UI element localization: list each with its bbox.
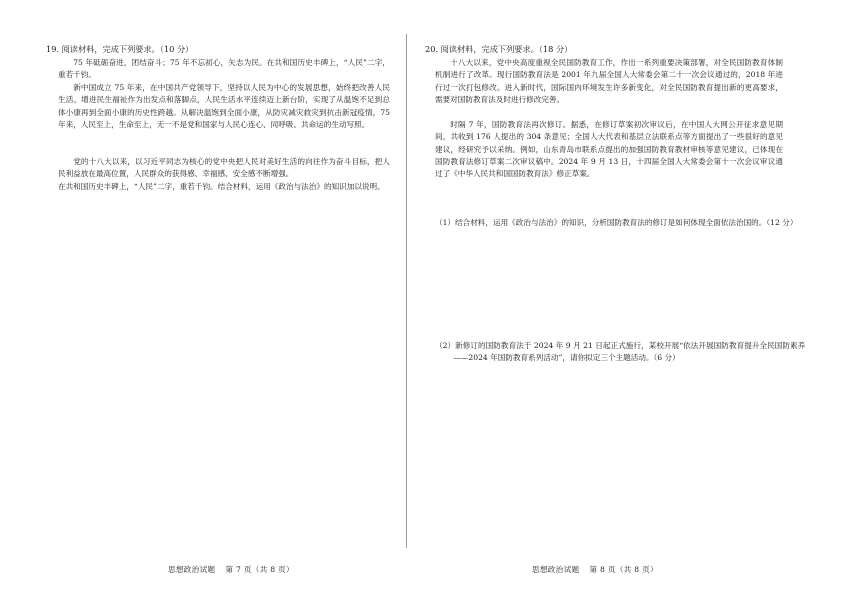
q20-paragraph-1: 十八大以来，党中央高度重视全民国防教育工作，作出一系列重要决策部署，对全民国防教育体制机制进行了改革。现行国防教育法是 2001 年九届全国人大常委会第二十一次会议通过的，2018 年进行过一次打包修改。进入新时代，国际国内环境发生许多新变化，对全民国防教育提出新的更高要求，需要对国防教育法及时进行修改完善。 bbox=[435, 58, 783, 104]
q20-subquestion-2: （2）新修订的国防教育法于 2024 年 9 月 21 日起正式施行，某校开展“依法开展国防教育提升全民国防素养——2024 年国防教育系列活动”，请你拟定三个主题活动。（6 分） bbox=[435, 341, 806, 363]
footer-subject: 思想政治试题 bbox=[168, 565, 216, 574]
exam-page-7 bbox=[0, 0, 412, 608]
footer-page-number: 第 8 页（共 8 页） bbox=[589, 565, 658, 574]
page-7-footer bbox=[168, 564, 294, 575]
q20-paragraph-2: 时隔 7 年，国防教育法再次修订。据悉，在修订草案初次审议后，在中国人大网公开征求意见期间，共收到 176 人提出的 304 条意见；全国人大代表和基层立法联系点等方面提出了一些很好的意见建议，经研究予以采纳。例如，山东青岛市联系点提出的加强国防教育教材审核等意见建议，已体现在国防教育法修订草案二次审议稿中。2024 年 9 月 13 日，十四届全国人大常委会第十一次会议审议通过了《中华人民共和国国防教育法》修正草案。 bbox=[435, 120, 783, 179]
page-divider bbox=[406, 34, 407, 548]
q19-header: 19. 阅读材料，完成下列要求。（10 分） bbox=[46, 44, 194, 54]
page-8-footer bbox=[532, 564, 658, 575]
q19-paragraph-2: 新中国成立 75 年来，在中国共产党领导下，坚持以人民为中心的发展思想，始终把改善人民生活、增进民生福祉作为出发点和落脚点，人民生活水平连续迈上新台阶，实现了从温饱不足到总体小康再到全面小康的历史性跨越。从解决温饱到全面小康，从防灾减灾救灾到抗击新冠疫情，75 年来，人民至上，生命至上，无一不是党和国家与人民心连心、同呼吸、共命运的生动写照。 bbox=[58, 83, 390, 129]
q20-subquestion-1: （1）结合材料，运用《政治与法治》的知识，分析国防教育法的修订是如何体现全面依法治国的。（12 分） bbox=[435, 218, 798, 227]
q19-question: 在共和国历史丰碑上，“人民”二字，重若千钧。结合材料，运用《政治与法治》的知识加以说明。 bbox=[58, 182, 385, 191]
q19-paragraph-1: 75 年砥砺奋进，团结奋斗；75 年不忘初心，矢志为民。在共和国历史丰碑上，“人民”二字，重若千钧。 bbox=[58, 58, 390, 80]
footer-subject: 思想政治试题 bbox=[532, 565, 580, 574]
q19-paragraph-3: 党的十八大以来，以习近平同志为核心的党中央把人民对美好生活的向往作为奋斗目标，把人民利益放在最高位置，人民群众的获得感、幸福感、安全感不断增强。 bbox=[58, 157, 390, 179]
exam-page-8 bbox=[416, 0, 861, 608]
footer-page-number: 第 7 页（共 8 页） bbox=[225, 565, 294, 574]
q20-header: 20. 阅读材料，完成下列要求。（18 分） bbox=[425, 44, 573, 54]
